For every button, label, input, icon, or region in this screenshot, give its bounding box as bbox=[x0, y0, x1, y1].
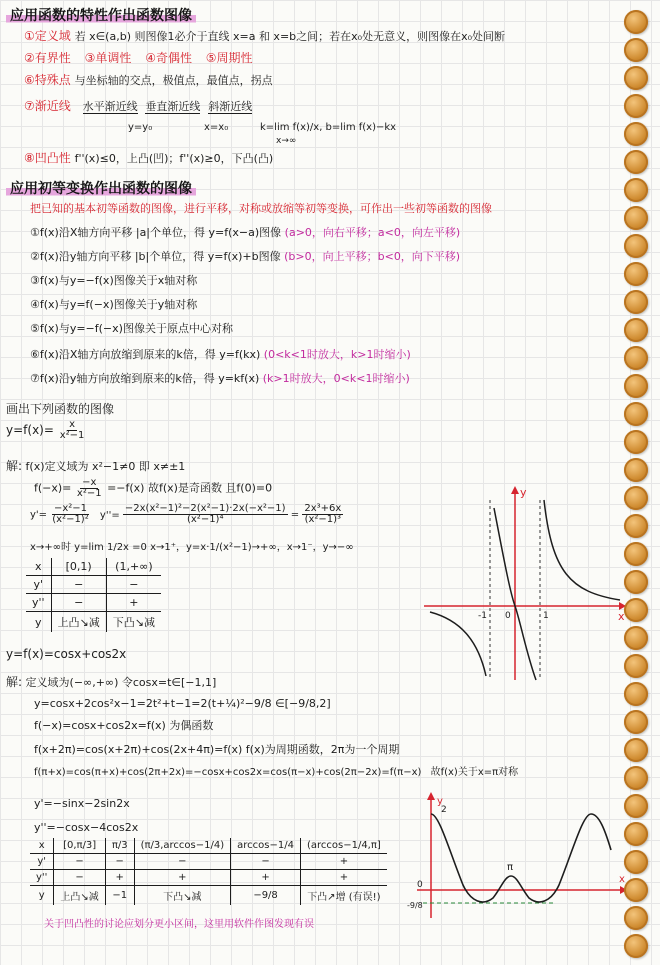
binder-ring bbox=[624, 878, 648, 902]
eq-numerator: −x²−1 bbox=[53, 503, 87, 514]
item-tag: ①定义域 bbox=[24, 29, 71, 43]
row-header-cell: y'' bbox=[30, 870, 54, 886]
tick-label-min: -9/8 bbox=[407, 901, 423, 910]
asymptote-vertical: 垂直渐近线 bbox=[145, 100, 201, 113]
table-cell: − bbox=[106, 576, 161, 594]
table-cell: π/3 bbox=[105, 838, 134, 854]
ex2-graph bbox=[405, 790, 630, 920]
eq-lhs: y'= bbox=[30, 509, 48, 521]
transform-1 bbox=[30, 227, 460, 238]
binder-ring bbox=[624, 178, 648, 202]
table-cell: 下凸↗增 (有误!) bbox=[307, 892, 381, 903]
ex2-text: f(π+x)=cos(π+x)+cos(2π+2x)=−cosx+cos2x=cos(π−x)+cos(2π−2x)=f(π−x) bbox=[34, 767, 422, 778]
eq-denominator: (x²−1)⁴ bbox=[186, 514, 224, 525]
binder-ring bbox=[624, 206, 648, 230]
binder-ring bbox=[624, 486, 648, 510]
table-row bbox=[26, 594, 161, 612]
table-cell: (1,+∞) bbox=[106, 558, 161, 576]
table-row bbox=[30, 854, 387, 870]
binder-ring bbox=[624, 94, 648, 118]
binder-ring bbox=[624, 458, 648, 482]
table-cell: 下凸↘减 bbox=[112, 616, 155, 629]
section-title-2: 应用初等变换作出函数的图像 bbox=[6, 181, 196, 197]
cos-curve bbox=[431, 814, 611, 902]
transform-4: ④f(x)与y=f(−x)图像关于y轴对称 bbox=[30, 298, 198, 311]
binder-ring bbox=[624, 290, 648, 314]
table-cell: + bbox=[300, 854, 386, 870]
asymptote-o-eq bbox=[260, 123, 396, 133]
binder-ring bbox=[624, 38, 648, 62]
ex1-text: f(x)定义域为 x²−1≠0 即 x≠±1 bbox=[25, 460, 186, 473]
transform-text: ⑥f(x)沿X轴方向放缩到原来的k倍，得 y=f(kx) bbox=[30, 348, 261, 361]
transform-text: ②f(x)沿y轴方向平移 |b|个单位，得 y=f(x)+b图像 bbox=[30, 250, 281, 263]
binder-ring bbox=[624, 598, 648, 622]
ex2-line-first-derivative: y'=−sinx−2sin2x bbox=[34, 797, 130, 810]
transform-5: ⑤f(x)与y=−f(−x)图像关于原点中心对称 bbox=[30, 322, 233, 335]
tick-label-2: 2 bbox=[441, 805, 447, 815]
eq-lhs: y''= bbox=[99, 509, 120, 521]
binder-ring bbox=[624, 318, 648, 342]
ex1-line-derivatives bbox=[30, 504, 343, 525]
table-cell: − bbox=[105, 854, 134, 870]
table-row bbox=[26, 612, 161, 633]
eq-numerator: 2x³+6x bbox=[304, 503, 342, 514]
tick-label-1: 1 bbox=[543, 611, 549, 621]
ex1-line-limits: x→+∞时 y=lim 1/2x =0 x→1⁺，y=x·1/(x²−1)→+∞，x→1⁻，y→−∞ bbox=[30, 542, 354, 553]
binder-ring bbox=[624, 150, 648, 174]
ex2-text: 故f(x)关于x=π对称 bbox=[430, 767, 519, 778]
item-tag: ②有界性 bbox=[24, 51, 71, 65]
eq-denominator: (x²−1)³ bbox=[304, 514, 342, 525]
table-cell: + bbox=[105, 870, 134, 886]
item-tag: ③单调性 bbox=[84, 51, 132, 65]
table-cell: −1 bbox=[105, 886, 134, 906]
binder-ring bbox=[624, 850, 648, 874]
transform-3: ③f(x)与y=−f(x)图像关于x轴对称 bbox=[30, 274, 198, 287]
row-header-cell: y' bbox=[30, 854, 54, 870]
ex2-line-range: y=cosx+2cos²x−1=2t²+t−1=2(t+¼)²−9/8 ∈[−9/8,2] bbox=[34, 697, 331, 710]
transform-note: (b>0，向上平移；b<0，向下平移) bbox=[284, 250, 461, 263]
limit-subscript: x→∞ bbox=[276, 136, 297, 146]
table-cell: arccos−1/4 bbox=[231, 838, 301, 854]
transform-note: (k>1时放大，0<k<1时缩小) bbox=[262, 372, 410, 385]
table-cell: + bbox=[300, 870, 386, 886]
item-properties bbox=[24, 52, 253, 64]
fn-numerator: x bbox=[69, 419, 76, 430]
solution-tag: 解: bbox=[6, 459, 23, 473]
row-header-cell: x bbox=[30, 838, 54, 854]
binder-ring bbox=[624, 374, 648, 398]
y-axis-arrow bbox=[427, 792, 435, 800]
transform-intro: 把已知的基本初等函数的图像，进行平移，对称或放缩等初等变换，可作出一些初等函数的图像 bbox=[30, 202, 492, 215]
binder-ring bbox=[624, 10, 648, 34]
table-cell: [0,π/3] bbox=[54, 838, 105, 854]
item-text: 与坐标轴的交点，极值点，最值点，拐点 bbox=[74, 74, 273, 87]
transform-7 bbox=[30, 373, 410, 384]
section-title-1: 应用函数的特性作出函数图像 bbox=[6, 8, 196, 24]
axis-label-y: y bbox=[520, 486, 527, 499]
ex2-line-symmetry bbox=[34, 768, 518, 778]
transform-text: ①f(x)沿X轴方向平移 |a|个单位，得 y=f(x−a)图像 bbox=[30, 226, 282, 239]
asymptote-h-eq: y=y₀ bbox=[128, 122, 153, 133]
axis-label-x: x bbox=[618, 610, 625, 623]
item-asymptotes bbox=[24, 100, 252, 112]
fn-denominator: x²−1 bbox=[59, 430, 85, 441]
binder-ring bbox=[624, 654, 648, 678]
table-cell: − bbox=[54, 854, 105, 870]
row-header-cell: y' bbox=[26, 576, 51, 594]
axis-label-x: x bbox=[619, 874, 625, 885]
binder-ring bbox=[624, 402, 648, 426]
eq-lhs: f(−x)= bbox=[34, 481, 72, 495]
binder-ring bbox=[624, 906, 648, 930]
table-cell: 下凸↘减 bbox=[134, 886, 231, 906]
transform-note: (0<k<1时放大，k>1时缩小) bbox=[263, 348, 411, 361]
table-cell: + bbox=[134, 870, 231, 886]
ex2-note: 关于凹凸性的讨论应划分更小区间，这里用软件作图发现有误 bbox=[44, 919, 314, 930]
table-cell: (arccos−1/4,π] bbox=[300, 838, 386, 854]
binder-ring bbox=[624, 542, 648, 566]
table-row bbox=[30, 838, 387, 854]
ex1-line-odd bbox=[34, 478, 272, 499]
table-cell: − bbox=[51, 576, 106, 594]
table-cell: 上凸↘减 bbox=[54, 886, 105, 906]
binder-ring bbox=[624, 738, 648, 762]
ex2-line-second-derivative: y''=−cosx−4cos2x bbox=[34, 821, 139, 834]
table-cell: − bbox=[231, 854, 301, 870]
binder-ring bbox=[624, 122, 648, 146]
solution-tag: 解: bbox=[6, 675, 23, 689]
item-special-points bbox=[24, 74, 273, 86]
table-row bbox=[30, 886, 387, 906]
table-row bbox=[26, 558, 161, 576]
binder-ring bbox=[624, 66, 648, 90]
binder-ring bbox=[624, 766, 648, 790]
asymptote-horizontal: 水平渐近线 bbox=[82, 100, 138, 113]
eq-denominator: (x²−1)² bbox=[52, 514, 89, 525]
ex1-graph bbox=[420, 480, 630, 685]
row-header-cell: y bbox=[26, 612, 51, 633]
transform-6 bbox=[30, 349, 411, 360]
transform-note: (a>0，向右平移；a<0，向左平移) bbox=[284, 226, 461, 239]
table-cell: 上凸↘减 bbox=[51, 612, 106, 633]
ex2-sign-table bbox=[30, 838, 387, 905]
exercise-title: 画出下列函数的图像 bbox=[6, 402, 115, 416]
item-tag: ⑧凹凸性 bbox=[24, 151, 71, 165]
row-header-cell: y'' bbox=[26, 594, 51, 612]
binder-ring bbox=[624, 934, 648, 958]
fn-lhs: y=f(x)= bbox=[6, 423, 54, 437]
item-concavity bbox=[24, 152, 273, 164]
table-cell: + bbox=[231, 870, 301, 886]
table-row bbox=[26, 576, 161, 594]
ex2-line-period: f(x+2π)=cos(x+2π)+cos(2x+4π)=f(x) f(x)为周期函数，2π为一个周期 bbox=[34, 743, 400, 756]
tick-label-0: 0 bbox=[417, 880, 423, 890]
item-domain bbox=[24, 30, 505, 42]
intercept-formula: , b=lim f(x)−kx bbox=[319, 122, 397, 133]
transform-2 bbox=[30, 251, 460, 262]
transform-text: ⑦f(x)沿y轴方向放缩到原来的k倍，得 y=kf(x) bbox=[30, 372, 260, 385]
y-axis-arrow bbox=[511, 486, 519, 494]
ex2-line-domain bbox=[6, 676, 216, 688]
row-header-cell: x bbox=[26, 558, 51, 576]
table-cell: + bbox=[106, 594, 161, 612]
binder-ring bbox=[624, 234, 648, 258]
binder-ring bbox=[624, 514, 648, 538]
ex2-line-even: f(−x)=cosx+cos2x=f(x) 为偶函数 bbox=[34, 719, 214, 732]
binder-ring bbox=[624, 430, 648, 454]
asymptote-v-eq: x=x₀ bbox=[204, 122, 229, 133]
eq-sign: = bbox=[290, 509, 300, 521]
eq-numerator: −x bbox=[82, 477, 97, 488]
table-cell: − bbox=[51, 594, 106, 612]
tick-label-neg1: -1 bbox=[478, 611, 487, 621]
binder-ring bbox=[624, 570, 648, 594]
binder-ring bbox=[624, 262, 648, 286]
item-tag: ⑦渐近线 bbox=[24, 99, 71, 113]
table-cell: − bbox=[54, 870, 105, 886]
table-cell: − bbox=[134, 854, 231, 870]
axis-label-y: y bbox=[437, 796, 443, 807]
item-text: f''(x)≤0，上凸(凹)；f''(x)≥0，下凸(凸) bbox=[74, 152, 274, 165]
binder-ring bbox=[624, 794, 648, 818]
eq-denominator: x²−1 bbox=[76, 488, 102, 499]
binder-ring bbox=[624, 346, 648, 370]
slope-formula: k=lim f(x)/x bbox=[260, 122, 320, 133]
binder-ring bbox=[624, 626, 648, 650]
exercise-2-function: y=f(x)=cosx+cos2x bbox=[6, 647, 127, 661]
tick-label-0: 0 bbox=[505, 611, 511, 621]
table-cell: [0,1) bbox=[51, 558, 106, 576]
item-tag: ⑤周期性 bbox=[205, 51, 253, 65]
ex1-sign-table bbox=[26, 558, 161, 632]
binder-rings bbox=[624, 0, 652, 965]
ex1-line-domain bbox=[6, 460, 185, 472]
item-text: 若 x∈(a,b) 则图像1必介于直线 x=a 和 x=b之间；若在x₀处无意义，则图像在x₀处间断 bbox=[74, 30, 505, 43]
binder-ring bbox=[624, 822, 648, 846]
eq-numerator: −2x(x²−1)²−2(x²−1)·2x(−x²−1) bbox=[124, 503, 286, 514]
curve-right-branch bbox=[544, 500, 620, 600]
table-row bbox=[30, 870, 387, 886]
item-tag: ⑥特殊点 bbox=[24, 73, 71, 87]
row-header-cell: y bbox=[30, 886, 54, 906]
asymptote-oblique: 斜渐近线 bbox=[208, 100, 253, 113]
tick-label-pi: π bbox=[507, 862, 514, 873]
binder-ring bbox=[624, 682, 648, 706]
table-cell: −9/8 bbox=[231, 886, 301, 906]
ex2-text: 定义域为(−∞,+∞) 令cosx=t∈[−1,1] bbox=[25, 676, 217, 689]
item-tag: ④奇偶性 bbox=[145, 51, 192, 65]
eq-rhs: =−f(x) 故f(x)是奇函数 且f(0)=0 bbox=[107, 481, 273, 495]
curve-left-branch bbox=[430, 612, 486, 676]
binder-ring bbox=[624, 710, 648, 734]
table-cell: (π/3,arccos−1/4) bbox=[134, 838, 231, 854]
exercise-1-function bbox=[6, 420, 86, 441]
